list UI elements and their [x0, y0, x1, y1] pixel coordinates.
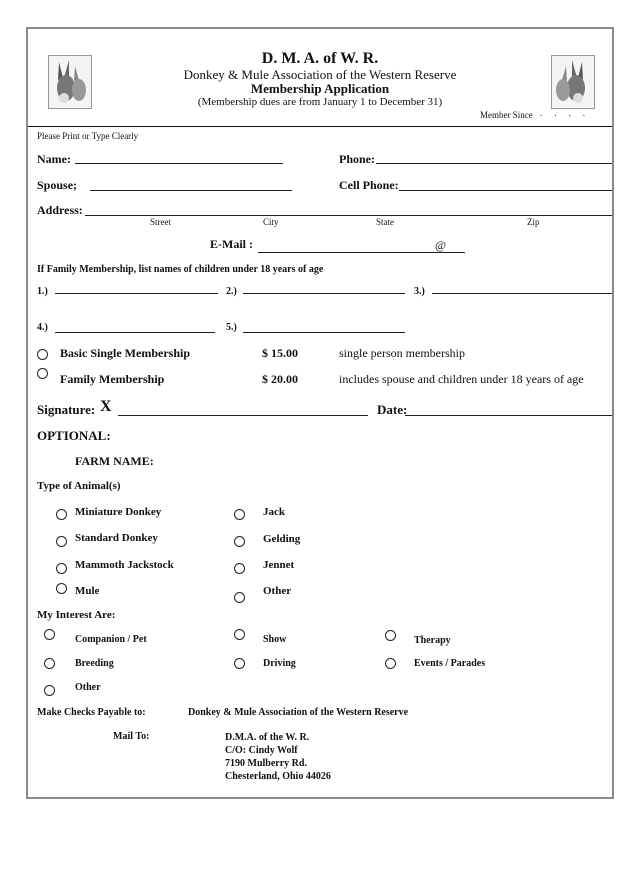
basic-membership-desc: single person membership [339, 346, 465, 360]
date-field[interactable] [405, 415, 612, 416]
name-field[interactable] [75, 163, 283, 164]
spouse-label: Spouse; [37, 178, 78, 192]
family-membership-desc: includes spouse and children under 18 years of age [339, 372, 584, 386]
other-animal-label: Other [263, 585, 292, 597]
mule-radio[interactable] [56, 583, 67, 594]
companion-pet-label: Companion / Pet [75, 634, 147, 645]
date-label: Date: [377, 402, 408, 417]
farm-name-label: FARM NAME: [75, 454, 154, 468]
mammoth-jackstock-radio[interactable] [56, 563, 67, 574]
basic-membership-price: $ 15.00 [262, 346, 298, 360]
events-parades-radio[interactable] [385, 658, 396, 669]
signature-field[interactable] [118, 415, 368, 416]
interest-heading: My Interest Are: [37, 609, 116, 621]
cell-phone-label: Cell Phone: [339, 178, 399, 192]
phone-field[interactable] [376, 163, 612, 164]
state-caption: State [376, 217, 394, 227]
checks-payable-value: Donkey & Mule Association of the Western Reserve [188, 707, 409, 718]
driving-label: Driving [263, 658, 296, 669]
member-since-label: Member Since [480, 110, 533, 120]
children-heading: If Family Membership, list names of children under 18 years of age [37, 264, 324, 275]
signature-label: Signature: [37, 402, 96, 417]
jennet-label: Jennet [263, 559, 295, 571]
show-radio[interactable] [234, 629, 245, 640]
breeding-label: Breeding [75, 658, 114, 669]
page-title: D. M. A. of W. R. [261, 50, 379, 67]
basic-membership-name: Basic Single Membership [60, 346, 191, 360]
email-at: @ [435, 238, 447, 252]
org-name: Donkey & Mule Association of the Western Reserve [183, 67, 457, 82]
child-3-field[interactable] [432, 293, 612, 294]
family-membership-radio[interactable] [37, 368, 48, 379]
spouse-field[interactable] [90, 190, 292, 191]
show-label: Show [263, 634, 287, 645]
jack-radio[interactable] [234, 509, 245, 520]
child-1-label: 1.) [37, 286, 48, 297]
child-5-field[interactable] [243, 332, 405, 333]
jack-label: Jack [263, 506, 285, 518]
mail-line: C/O: Cindy Wolf [225, 745, 298, 756]
gelding-radio[interactable] [234, 536, 245, 547]
phone-label: Phone: [339, 152, 375, 166]
miniature-donkey-radio[interactable] [56, 509, 67, 520]
mule-label: Mule [75, 585, 100, 597]
animal-type-heading: Type of Animal(s) [37, 480, 121, 492]
companion-pet-radio[interactable] [44, 629, 55, 640]
address-field[interactable] [85, 215, 612, 216]
basic-membership-radio[interactable] [37, 349, 48, 360]
therapy-label: Therapy [414, 635, 451, 646]
checks-payable-label: Make Checks Payable to: [37, 707, 146, 718]
child-5-label: 5.) [226, 322, 237, 333]
address-label: Address: [37, 203, 83, 217]
city-caption: City [263, 217, 279, 227]
mail-address [225, 731, 331, 783]
miniature-donkey-label: Miniature Donkey [75, 506, 162, 518]
child-1-field[interactable] [55, 293, 218, 294]
standard-donkey-label: Standard Donkey [75, 532, 158, 544]
optional-heading: OPTIONAL: [37, 428, 111, 443]
mail-to-label: Mail To: [113, 731, 150, 742]
breeding-radio[interactable] [44, 658, 55, 669]
driving-radio[interactable] [234, 658, 245, 669]
events-parades-label: Events / Parades [414, 658, 486, 669]
zip-caption: Zip [527, 217, 540, 227]
child-4-label: 4.) [37, 322, 48, 333]
mammoth-jackstock-label: Mammoth Jackstock [75, 559, 174, 571]
instructions: Please Print or Type Clearly [37, 131, 139, 141]
mail-line: 7190 Mulberry Rd. [225, 758, 307, 769]
mail-line: D.M.A. of the W. R. [225, 732, 310, 743]
donkey-logo-icon [551, 55, 595, 109]
email-field[interactable] [258, 252, 465, 253]
other-interest-radio[interactable] [44, 685, 55, 696]
child-3-label: 3.) [414, 286, 425, 297]
other-animal-radio[interactable] [234, 592, 245, 603]
name-label: Name: [37, 152, 71, 166]
gelding-label: Gelding [263, 533, 301, 545]
email-label: E-Mail : [210, 237, 253, 251]
member-since-dots: .... [540, 108, 597, 118]
signature-x: X [100, 398, 112, 415]
form-frame [26, 27, 614, 799]
jennet-radio[interactable] [234, 563, 245, 574]
mail-line: Chesterland, Ohio 44026 [225, 771, 331, 782]
standard-donkey-radio[interactable] [56, 536, 67, 547]
family-membership-price: $ 20.00 [262, 372, 298, 386]
cell-phone-field[interactable] [399, 190, 612, 191]
other-interest-label: Other [75, 682, 101, 693]
therapy-radio[interactable] [385, 630, 396, 641]
dues-note: (Membership dues are from January 1 to December 31) [197, 96, 443, 108]
family-membership-name: Family Membership [60, 372, 165, 386]
child-2-field[interactable] [243, 293, 405, 294]
child-4-field[interactable] [55, 332, 215, 333]
street-caption: Street [150, 217, 171, 227]
child-2-label: 2.) [226, 286, 237, 297]
header-divider [28, 126, 612, 127]
donkey-logo-icon [48, 55, 92, 109]
form-title: Membership Application [250, 81, 390, 96]
